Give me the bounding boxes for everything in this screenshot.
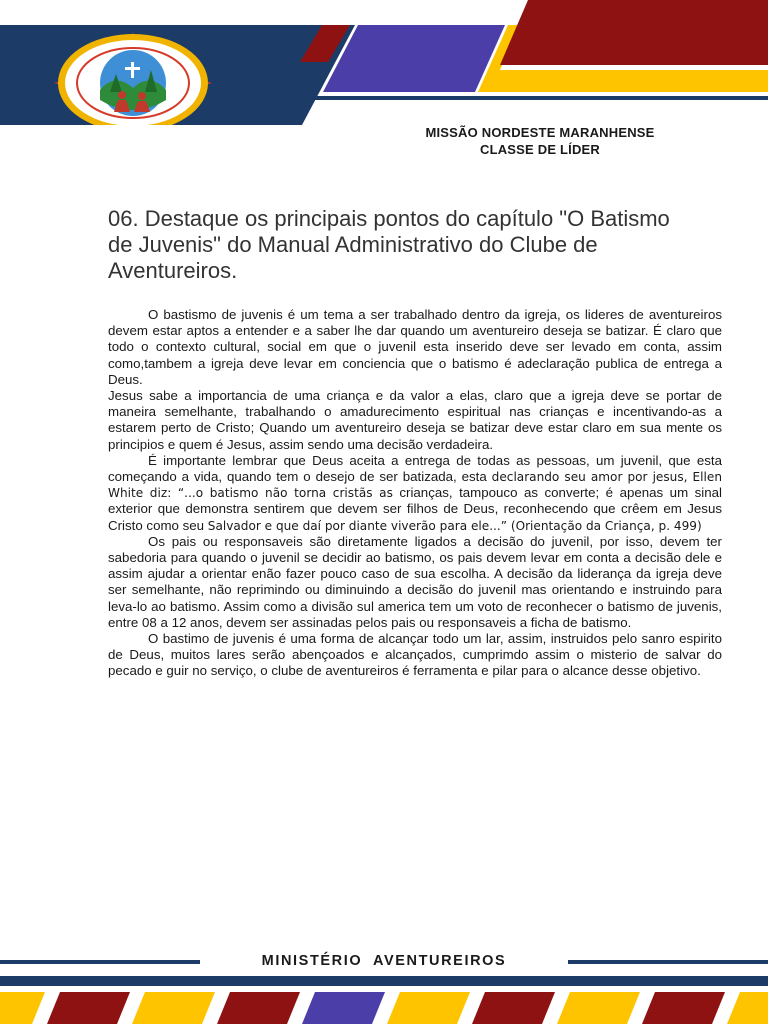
paragraph-1: O bastismo de juvenis é um tema a ser trabalhado dentro da igreja, os lideres de aventureiros devem estar aptos a entender e a saber lhe dar quando um aventureiro deseja se batizar. É claro que todo o contexto cultural, social em que o juvenil esta inserido deve ser levado em conta, assim como,tambem a igreja deve levar em conciencia que o batismo é adeclaração publica de entrega a Deus. [108, 307, 722, 387]
header-blue-stripe [323, 25, 505, 92]
header-yellow-block [487, 70, 768, 92]
footer-ministry-label: MINISTÉRIO AVENTUREIROS [261, 953, 507, 969]
paragraph-3-text-b: crianças, tampouco as converte; é apenas um sinal exterior que demonstra sentirem que devem ser filhos de Deus, reconhecendo que crêem em Jesus Cristo como seu [108, 485, 722, 533]
header-banner [0, 0, 768, 125]
paragraph-2: Jesus sabe a importancia de uma criança e da valor a elas, claro que a igreja deve se portar de maneira semelhante, trabalhando o amadurecimento espiritual nas crianças e incentivando-as a estarem perto de Cristo; Quando um aventureiro deseja se batizar deve estar claro em sua mente os principios e quem é Jesus, assim sendo uma decisão verdadeira. [108, 388, 722, 452]
header-maroon-block [500, 0, 768, 65]
class-name: CLASSE DE LÍDER [479, 142, 600, 157]
paragraph-3 [108, 453, 722, 534]
paragraph-4: Os pais ou responsaveis são diretamente ligados a decisão do juvenil, por isso, devem ter sabedoria para quando o juvenil se decidir ao batismo, os pais devem levar em conta a decisão dele e assim ajudar a orientar enão fazer pouco caso de sua escolha. A decisão da liderança da igreja deve ser semelhante, não reprimindo ou diminuindo a decisão do juvenil mas orientando e instruindo para leva-lo ao batismo. Assim como a divisão sul america tem um voto de reconhecer o batismo de juvenis, entre 08 a 12 anos, devem ser assinadas pelos pais ou responsaveis a ficha de batismo. [108, 533, 722, 630]
org-name: MISSÃO NORDESTE MARANHENSE [425, 125, 655, 140]
header-navy-underline [294, 96, 768, 100]
question-title: 06. Destaque os principais pontos do capítulo "O Batismo de Juvenis" do Manual Administrativo do Clube de Aventureiros. [108, 206, 670, 283]
footer-navy-band [0, 976, 768, 986]
answer-body [108, 307, 722, 680]
ellen-white-quote-part-1: declarando seu amor por jesus, Ellen White diz: “...o batismo não torna cristãs as [108, 470, 723, 501]
paragraph-5: O bastimo de juvenis é uma forma de alcançar todo um lar, assim, instruidos pelo sanro espirito de Deus, muitos lares serão abençoados e alcançados, cumprimdo assim o misterio de salvar do pecado e guir no serviço, o clube de aventureiros é ferramenta e pilar para o alcance desse objetivo. [108, 631, 722, 679]
ellen-white-quote-part-2: Salvador e que daí por diante viverão para ele...” (Orientação da Criança, p. 499) [207, 518, 702, 533]
footer-stripes [0, 992, 768, 1024]
paragraph-3-text-a: É importante lembrar que Deus aceita a entrega de todas as pessoas, um juvenil, que esta começando a vida, quando tem o desejo de ser batizada, esta [108, 452, 722, 485]
